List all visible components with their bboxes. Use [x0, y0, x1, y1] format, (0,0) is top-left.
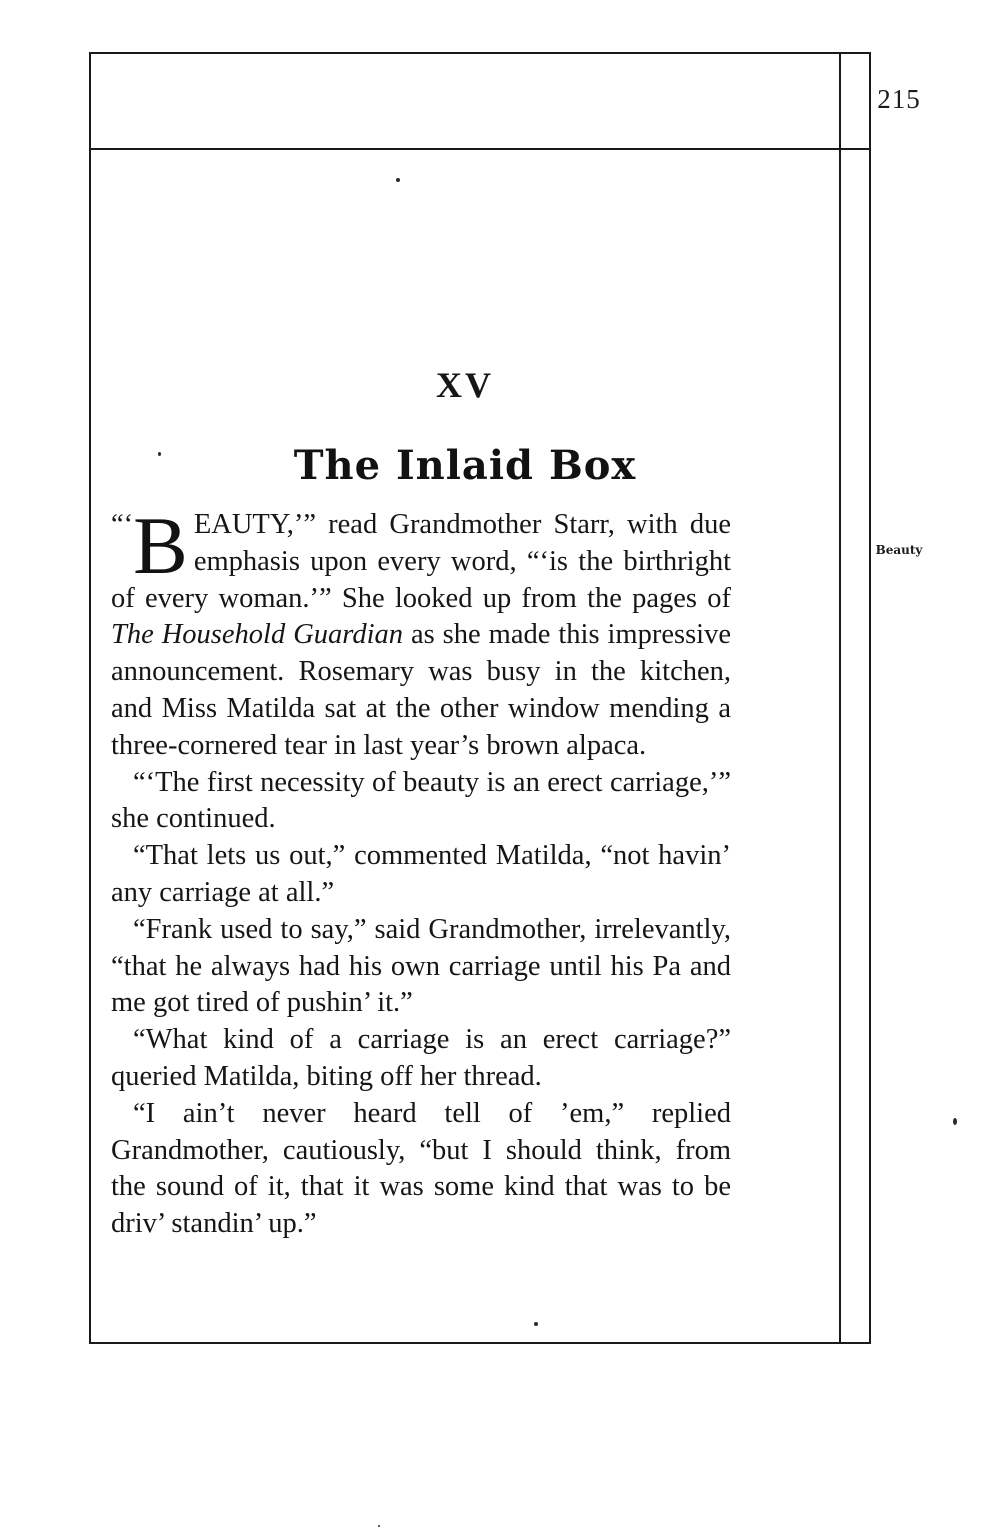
margin-sidenote: Beauty [875, 543, 923, 557]
speck [534, 1322, 538, 1326]
header-rule [91, 148, 869, 150]
paragraph-4: “Frank used to say,” said Grandmother, irrelevantly, “that he always had his own carriage until his Pa and me got tired of pushin’ it.” [111, 913, 731, 1019]
paragraph-1-end: as she made this impressive announcement. Rosemary was busy in the kitchen, and Miss Matilda sat at the other window mending a three-cornered tear in last year’s brown alpaca. [111, 619, 731, 761]
chapter-body [111, 500, 731, 1243]
paragraph-1-text: EAUTY,’” read Grandmother Starr, with due emphasis upon every word, “‘is the birthright of every woman.’” She looked up from the pages of [111, 509, 731, 614]
paragraph-3: “That lets us out,” commented Matilda, “not havin’ any carriage at all.” [111, 840, 731, 908]
paragraph-1 [111, 500, 731, 765]
book-title: The Household Guardian [111, 619, 403, 651]
page-number: 215 [877, 84, 921, 114]
chapter-title: The Inlaid Box [293, 442, 637, 489]
margin-rule [839, 54, 841, 1342]
speck [378, 1525, 380, 1527]
page-frame [89, 52, 923, 1344]
speck [158, 452, 161, 456]
drop-cap: B [133, 500, 188, 591]
speck [953, 1118, 957, 1125]
paragraph-2: “‘The first necessity of beauty is an erect carriage,’” she continued. [111, 766, 731, 835]
chapter-number: XV [436, 365, 494, 405]
paragraph-6: “I ain’t never heard tell of ’em,” replied Grandmother, cautiously, “but I should think, from the sound of it, that it was some kind that was to be driv’ standin’ up.” [111, 1097, 731, 1240]
opening-quote: “‘ [111, 509, 134, 540]
paragraph-5: “What kind of a carriage is an erect carriage?” queried Matilda, biting off her thread. [111, 1024, 731, 1092]
speck [396, 178, 400, 182]
